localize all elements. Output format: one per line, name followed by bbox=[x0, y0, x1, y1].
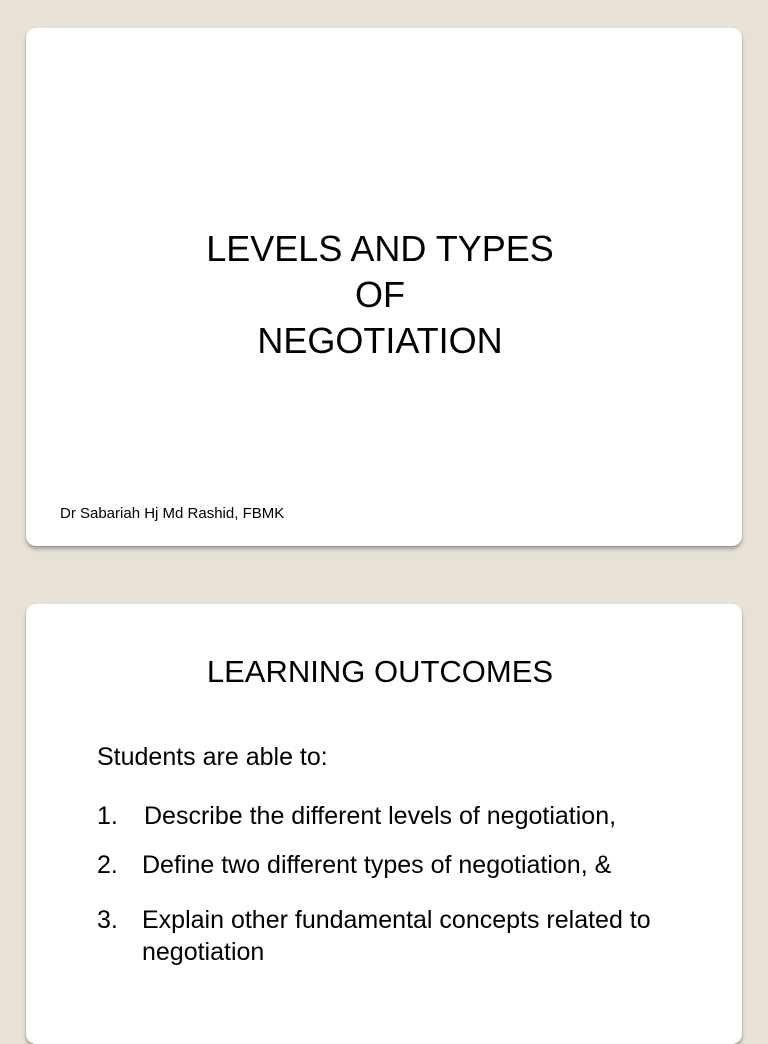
outcome-text: Describe the different levels of negotiation, bbox=[144, 802, 617, 830]
author-credit: Dr Sabariah Hj Md Rashid, FBMK bbox=[60, 505, 285, 522]
title-line: NEGOTIATION bbox=[257, 320, 503, 361]
outcome-number: 2. bbox=[97, 851, 118, 879]
learning-outcomes-slide bbox=[26, 604, 742, 1044]
outcome-text: Explain other fundamental concepts related to negotiation bbox=[142, 906, 651, 966]
outcome-item bbox=[97, 800, 704, 832]
title-line: LEVELS AND TYPES bbox=[206, 228, 554, 269]
title-line: OF bbox=[355, 274, 405, 315]
outcome-number: 1. bbox=[97, 802, 118, 830]
intro-text: Students are able to: bbox=[97, 743, 328, 771]
slide-title: LEARNING OUTCOMES bbox=[206, 654, 554, 689]
outcome-number: 3. bbox=[97, 906, 118, 934]
presentation-title bbox=[22, 226, 738, 364]
title-slide bbox=[26, 28, 742, 546]
outcome-text: Define two different types of negotiation, & bbox=[142, 851, 612, 879]
outcome-item bbox=[97, 904, 702, 968]
outcome-item bbox=[97, 849, 702, 881]
